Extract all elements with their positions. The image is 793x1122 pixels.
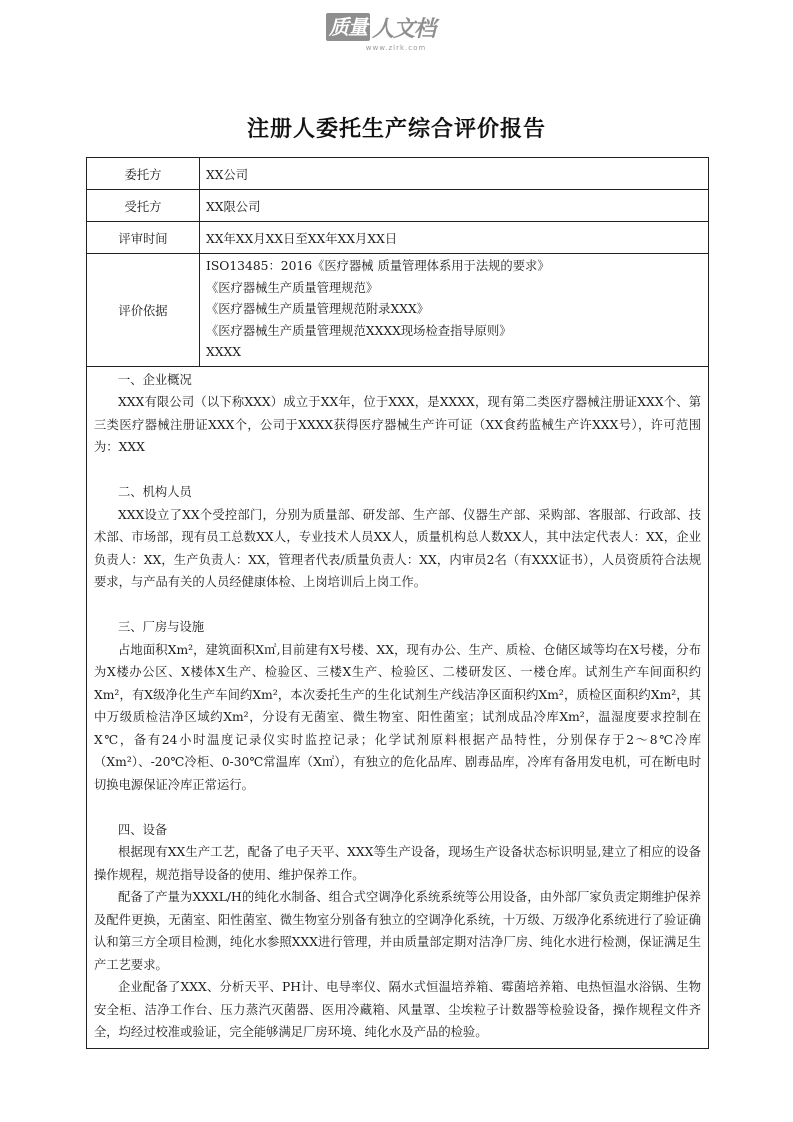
row-content [87,366,709,1048]
section-paragraph: 根据现有XX生产工艺，配备了电子天平、XXX等生产设备，现场生产设备状态标识明显,建立了相应的设备操作规程，规范指导设备的使用、维护保养工作。 [94,845,701,882]
section-heading: 三、厂房与设施 [118,620,205,634]
basis-value [200,254,709,367]
review-time-value: XX年XX月XX日至XX年XX月XX日 [200,222,709,254]
client-value: XX公司 [200,158,709,190]
contractor-value: XX限公司 [200,190,709,222]
section-paragraph: 配备了产量为XXXL/H的纯化水制备、组合式空调净化系统系统等公用设备，由外部厂家负责定期维护保养及配件更换，无菌室、阳性菌室、微生物室分别备有独立的空调净化系统，十万级、万级净化系统进行了验证确认和第三方全项目检测，纯化水参照XXX进行管理，并由质量部定期对洁净厂房、纯化水进行检测，保证满足生产工艺要求。 [94,890,701,972]
watermark-box: 质量 [326,13,370,41]
basis-line: ISO13485：2016《医疗器械 质量管理体系用于法规的要求》 [206,259,550,273]
section-paragraph: XXX有限公司（以下称XXX）成立于XX年，位于XXX，是XXXX，现有第二类医疗器械注册证XXX个、第三类医疗器械注册证XXX个，公司于XXXX获得医疗器械生产许可证（XX食药监械生产许XXX号），许可范围为：XXX [94,395,701,454]
basis-line: 《医疗器械生产质量管理规范附录XXX》 [206,302,430,316]
report-table [86,157,709,1049]
watermark-logo [326,12,466,56]
spacer [94,459,701,482]
row-basis [87,254,709,367]
basis-line: 《医疗器械生产质量管理规范》 [206,280,379,295]
section-heading: 四、设备 [118,822,168,837]
spacer [94,796,701,819]
contractor-label: 受托方 [87,190,200,222]
section-paragraph: XXX设立了XX个受控部门，分别为质量部、研发部、生产部、仪器生产部、采购部、客服部、行政部、技术部、市场部，现有员工总数XX人，专业技术人员XX人，质量机构总人数XX人，其中法定代表人：XX，企业负责人：XX，生产负责人：XX，管理者代表/质量负责人：XX，内审员2名（有XXX证书），人员资质符合法规要求，与产品有关的人员经健康体检、上岗培训后上岗工作。 [94,507,701,589]
watermark-text: 人文档 [372,16,436,42]
row-contractor [87,190,709,222]
section-heading: 二、机构人员 [118,485,192,499]
basis-label: 评价依据 [87,254,200,367]
basis-line: 《医疗器械生产质量管理规范XXXX现场检查指导原则》 [206,323,512,338]
document-title: 注册人委托生产综合评价报告 [246,117,546,142]
basis-line: XXXX [206,345,242,359]
client-label: 委托方 [87,158,200,190]
review-time-label: 评审时间 [87,222,200,254]
section-paragraph: 占地面积Xm²，建筑面积X㎡,目前建有X号楼、XX，现有办公、生产、质检、仓储区域等均在X号楼，分布为X楼办公区、X楼体X生产、检验区、三楼X生产、检验区、二楼研发区、一楼仓库。试剂生产车间面积约Xm²，有X级净化生产车间约Xm²，本次委托生产的生化试剂生产线洁净区面积约Xm²，质检区面积约Xm²，其中万级质检洁净区域约Xm²，分设有无菌室、微生物室、阳性菌室；试剂成品冷库Xm²，温湿度要求控制在X℃，备有24小时温度记录仪实时监控记录；化学试剂原料根据产品特性，分别保存于2～8℃冷库（Xm²）、-20℃冷柜、0-30℃常温库（X㎡），有独立的危化品库、剧毒品库，冷库有备用发电机，可在断电时切换电源保证冷库正常运行。 [94,642,701,792]
section-paragraph: 企业配备了XXX、分析天平、PH计、电导率仪、隔水式恒温培养箱、霉菌培养箱、电热恒温水浴锅、生物安全柜、洁净工作台、压力蒸汽灭菌器、医用冷藏箱、风量罩、尘埃粒子计数器等检验设备，操作规程文件齐全，均经过校准或验证，完全能够满足厂房环境、纯化水及产品的检验。 [94,980,701,1039]
row-review-time [87,222,709,254]
row-client [87,158,709,190]
watermark-url: www.zlrk.com [365,44,427,52]
section-heading: 一、企业概况 [118,372,192,387]
spacer [94,594,701,617]
report-content [87,366,709,1048]
